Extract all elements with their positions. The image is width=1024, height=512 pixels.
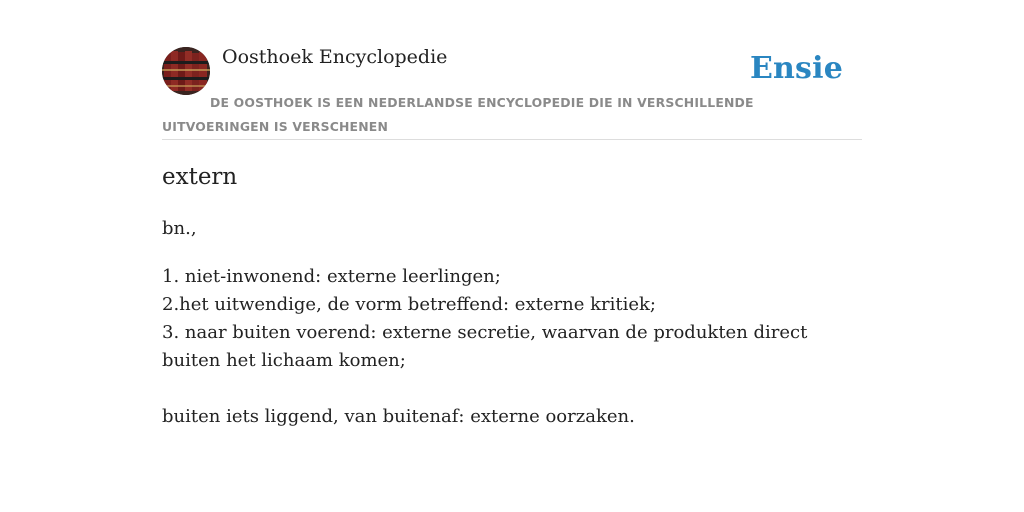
source-description: DE OOSTHOEK IS EEN NEDERLANDSE ENCYCLOPEDIE DIE IN VERSCHILLENDE UITVOERINGEN IS VERSCHENEN	[162, 95, 754, 134]
entry-card	[162, 0, 862, 427]
definition-2: 2.het uitwendige, de vorm betreffend: externe kritiek;	[162, 294, 656, 315]
entry-term: extern	[162, 164, 238, 190]
definition-extra: buiten iets liggend, van buitenaf: externe oorzaken.	[162, 406, 635, 427]
source-header	[162, 0, 862, 140]
part-of-speech: bn.,	[162, 218, 197, 239]
definitions	[162, 263, 862, 431]
encyclopedia-books-icon[interactable]	[162, 47, 210, 95]
definition-gap	[162, 375, 862, 403]
ensie-logo[interactable]: Ensie	[749, 51, 843, 86]
definition-3: 3. naar buiten voerend: externe secretie, waarvan de produkten direct buiten het lichaam komen;	[162, 322, 808, 371]
source-title[interactable]: Oosthoek Encyclopedie	[222, 46, 448, 68]
definition-1: 1. niet-inwonend: externe leerlingen;	[162, 266, 501, 287]
